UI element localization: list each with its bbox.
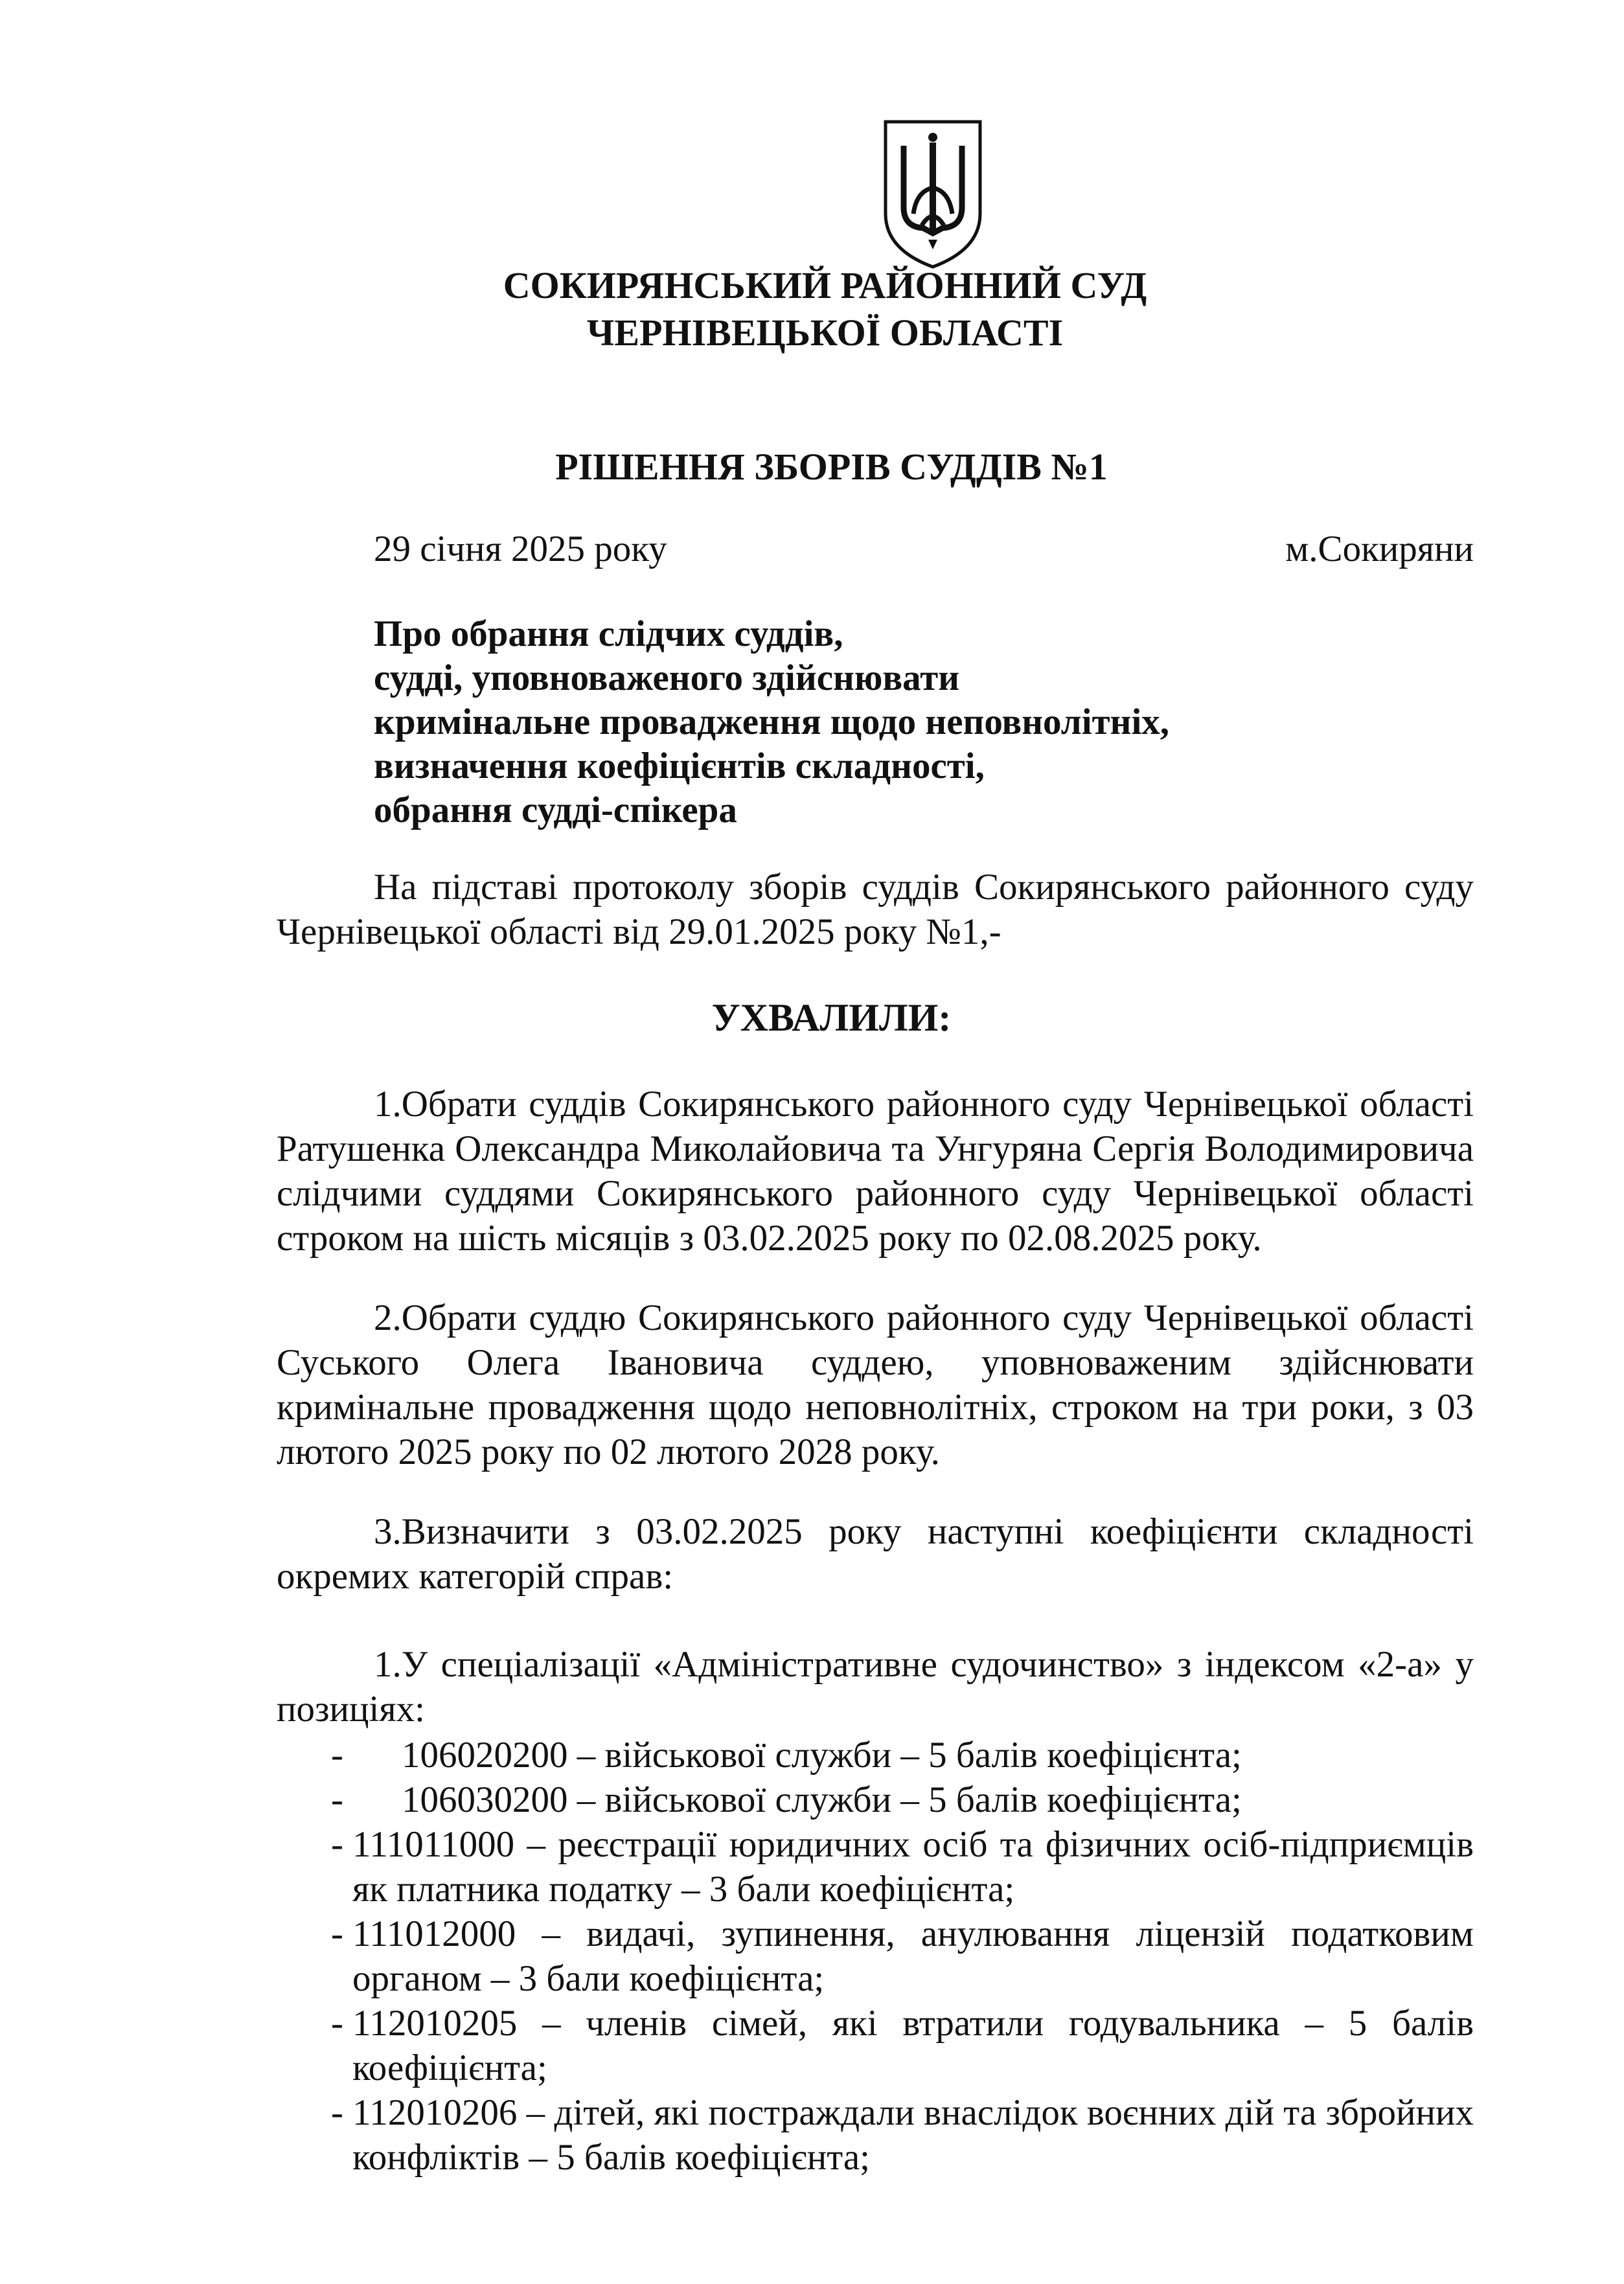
document-subject <box>374 612 1169 832</box>
list-dash: - <box>331 2003 343 2044</box>
list-dash: - <box>331 1779 343 1820</box>
subject-line: визначення коефіцієнтів складності, <box>374 746 985 786</box>
list-dash: - <box>331 1824 343 1865</box>
court-name-line-1: СОКИРЯНСЬКИЙ РАЙОННИЙ СУД <box>503 264 1147 306</box>
list-item <box>277 1912 1474 2001</box>
subject-line: обрання судді-спікера <box>374 790 737 830</box>
resolved-heading: УХВАЛИЛИ: <box>711 996 952 1039</box>
list-item <box>277 1733 1474 1777</box>
list-item-text: 106030200 – військової служби – 5 балів коефіцієнта; <box>402 1779 1242 1820</box>
trident-emblem-icon <box>878 117 988 272</box>
list-item <box>277 1777 1474 1822</box>
list-item <box>277 1822 1474 1912</box>
list-dash: - <box>331 2092 343 2133</box>
list-item-text: 112010206 – дітей, які постраждали внаслідок воєнних дій та збройних конфліктів – 5 балів коефіцієнта; <box>352 2092 1474 2178</box>
paragraph-3: 3.Визначити з 03.02.2025 року наступні коефіцієнти складності окремих категорій справ: <box>277 1511 1474 1597</box>
paragraph-2: 2.Обрати суддю Сокирянського районного суду Чернівецької області Суського Олега Івановича суддею, уповноваженим здійснювати кримінальне провадження щодо неповнолітніх, строком на три роки, з 03 лютого 2025 року по 02 лютого 2028 року. <box>277 1297 1474 1472</box>
subject-line: Про обрання слідчих суддів, <box>374 613 843 654</box>
list-dash: - <box>331 1913 343 1954</box>
court-name-line-2: ЧЕРНІВЕЦЬКОЇ ОБЛАСТІ <box>586 312 1064 354</box>
document-city: м.Сокиряни <box>1285 529 1474 569</box>
document-date: 29 січня 2025 року <box>374 529 667 569</box>
document-title: РІШЕННЯ ЗБОРІВ СУДДІВ №1 <box>555 446 1108 488</box>
list-item-text: 111012000 – видачі, зупинення, анулювання ліцензій податковим органом – 3 бали коефіцієнта; <box>352 1913 1474 1999</box>
category-list <box>277 1733 1474 2180</box>
paragraph-4: 1.У спеціалізації «Адміністративне судочинство» з індексом «2-а» у позиціях: <box>277 1644 1474 1730</box>
paragraph-1: 1.Обрати суддів Сокирянського районного суду Чернівецької області Ратушенка Олександра Миколайовича та Унгуряна Сергія Володимировича слідчими суддями Сокирянського районного суду Чернівецької області строком на шість місяців з 03.02.2025 року по 02.08.2025 року. <box>277 1084 1474 1259</box>
list-item <box>277 2001 1474 2090</box>
list-item-text: 112010205 – членів сімей, які втратили годувальника – 5 балів коефіцієнта; <box>352 2003 1474 2088</box>
list-item <box>277 2090 1474 2180</box>
subject-line: судді, уповноваженого здійснювати <box>374 657 960 698</box>
list-item-text: 106020200 – військової служби – 5 балів коефіцієнта; <box>402 1735 1242 1776</box>
list-item-text: 111011000 – реєстрації юридичних осіб та фізичних осіб-підприємців як платника податку – 3 бали коефіцієнта; <box>352 1824 1474 1910</box>
list-dash: - <box>331 1735 343 1776</box>
subject-line: кримінальне провадження щодо неповнолітніх, <box>374 702 1170 742</box>
basis-paragraph: На підставі протоколу зборів суддів Сокирянського районного суду Чернівецької області від 29.01.2025 року №1,- <box>277 867 1474 952</box>
